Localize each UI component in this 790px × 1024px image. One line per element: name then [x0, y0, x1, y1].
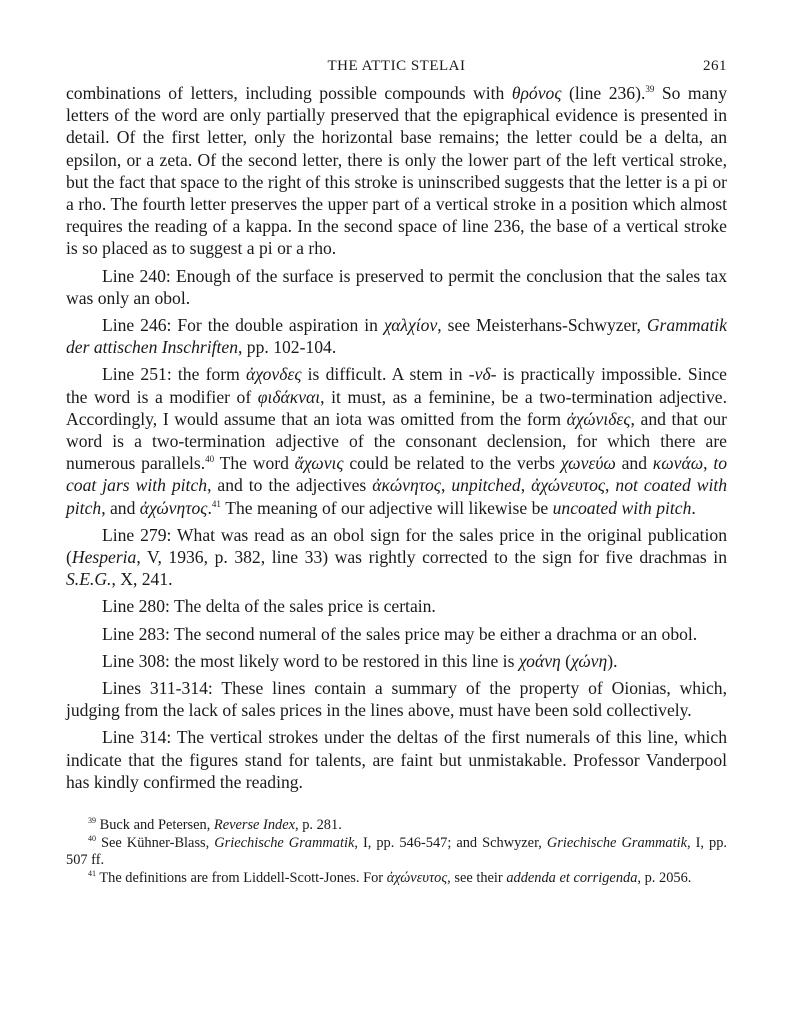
- footnote-number: 41: [88, 868, 96, 878]
- text-run: The meaning of our adjective will likewise be: [220, 497, 553, 518]
- text-run: ,: [703, 453, 714, 474]
- text-run: Line 279: What was read as an obol sign for the sales price in the original publication (: [66, 524, 727, 568]
- greek-word: θρόνος: [511, 83, 562, 103]
- text-run: , X, 241.: [111, 569, 173, 590]
- footnote-ref: 40: [205, 454, 215, 465]
- footnote: [66, 817, 727, 835]
- text-run: ).: [607, 650, 618, 671]
- text-run: , I, pp. 546-547; and Schwyzer,: [354, 834, 547, 851]
- italic-gloss: unpitched: [451, 475, 521, 496]
- text-run: , p. 281.: [295, 817, 342, 834]
- greek-word: ἀχώνιδες: [566, 408, 631, 429]
- footnote-ref: 39: [645, 84, 655, 95]
- paragraph: [66, 314, 727, 358]
- italic-title: addenda et corrigenda: [506, 869, 638, 886]
- paragraph: Line 240: Enough of the surface is preserved to permit the conclusion that the sales tax was only an obol.: [66, 265, 727, 308]
- text-run: combinations of letters, including possible compounds with: [66, 83, 512, 103]
- greek-word: ἀχονδες: [246, 364, 302, 385]
- paragraph: [66, 650, 727, 672]
- paragraph: Line 283: The second numeral of the sales price may be either a drachma or an obol.: [102, 623, 698, 644]
- text-run: could be related to the verbs: [343, 453, 561, 474]
- page-number: 261: [703, 58, 727, 74]
- running-title: THE ATTIC STELAI: [327, 58, 466, 74]
- text-run: , it must, as a feminine, be a two-termination adjective. Accordingly, I would assume that an iota was omitted from the form: [66, 386, 727, 429]
- italic-gloss: uncoated with pitch: [552, 497, 692, 518]
- greek-word: χώνη: [571, 650, 608, 671]
- text-run: The definitions are from Liddell-Scott-Jones. For: [96, 869, 387, 886]
- greek-word: ἀκώνητος: [372, 475, 441, 496]
- text-run: - is practically impossible. Since the word is a modifier of: [66, 364, 727, 407]
- footnote: [66, 870, 727, 888]
- italic-title: Griechische Grammatik: [546, 834, 687, 851]
- text-run: , p. 2056.: [637, 869, 692, 886]
- paragraph: Line 314: The vertical strokes under the deltas of the first numerals of this line, which indicate that the figures stand for talents, are faint but unmistakable. Professor Vanderpool has kindly confirmed the reading.: [66, 727, 727, 792]
- paragraph: [66, 524, 727, 591]
- text-run: (: [560, 650, 572, 671]
- footnote-ref: 41: [211, 498, 221, 509]
- text-run: The word: [214, 453, 295, 474]
- paragraph: [66, 363, 727, 518]
- text-run: ,: [440, 475, 452, 496]
- italic-title: Grammatik der attischen Inschriften: [66, 315, 727, 358]
- footnote: [66, 835, 727, 870]
- italic-title: S.E.G.: [66, 569, 112, 590]
- text-run: , V, 1936, p. 382, line 33) was rightly corrected to the sign for five drachmas in: [136, 547, 727, 568]
- text-run: , I, pp. 507 ff.: [66, 834, 727, 869]
- text-run: ,: [605, 475, 616, 496]
- text-run: Line 246: For the double aspiration in: [102, 315, 384, 336]
- paragraph: [66, 82, 727, 260]
- greek-word: φιδάκναι: [257, 386, 321, 407]
- italic-title: Griechische Grammatik: [214, 834, 355, 851]
- footnote-number: 39: [88, 816, 96, 826]
- italic-title: Hesperia: [71, 547, 137, 568]
- text-run: , see their: [447, 869, 507, 886]
- italic-gloss: not coated with pitch: [66, 475, 728, 518]
- greek-word: νδ: [474, 364, 491, 385]
- text-run: Buck and Petersen,: [96, 817, 214, 834]
- italic-gloss: to coat jars with pitch: [66, 453, 727, 496]
- text-run: Line 308: the most likely word to be restored in this line is: [102, 650, 519, 671]
- text-run: , pp. 102-104.: [238, 337, 337, 358]
- greek-word: ἄχωνις: [294, 453, 344, 474]
- text-run: , see Meisterhans-Schwyzer,: [437, 315, 647, 336]
- text-run: ,: [520, 475, 532, 496]
- greek-word: ἀχώνευτος: [386, 869, 448, 886]
- text-run: , and: [101, 497, 140, 518]
- running-header: [66, 56, 727, 82]
- greek-word: κωνάω: [652, 453, 704, 474]
- text-run: See Kühner-Blass,: [96, 834, 215, 851]
- text-run: So many letters of the word are only partially preserved that the epigraphical evidence is presented in detail. Of the first letter, only the horizontal base remains; the letter could be a delta, an epsilon, or a zeta. Of the second letter, there is only the lower part of the left vertical stroke, but the fact that space to the right of this stroke is uninscribed suggests that the letter is a pi or a rho. The fourth letter preserves the upper part of a vertical stroke in a position which almost requires the reading of a kappa. In the second space of line 236, the base of a vertical stroke is so placed as to suggest a pi or a rho.: [66, 83, 727, 259]
- greek-word: ἀχώνητος: [139, 497, 208, 518]
- italic-title: Reverse Index: [213, 817, 296, 834]
- greek-word: χοάνη: [518, 650, 561, 671]
- paragraph: Line 280: The delta of the sales price is certain.: [102, 596, 436, 617]
- text-run: .: [691, 497, 696, 518]
- text-run: , and to the adjectives: [207, 475, 373, 496]
- greek-word: χωνεύω: [560, 453, 616, 474]
- page: [66, 56, 727, 887]
- body-text: [66, 82, 727, 793]
- text-run: .: [207, 497, 212, 518]
- text-run: and: [615, 453, 653, 474]
- greek-word: ἀχώνευτος: [531, 475, 606, 496]
- footnotes: [66, 817, 727, 887]
- greek-word: χαλχίον: [383, 315, 438, 336]
- paragraph: Lines 311-314: These lines contain a summary of the property of Oionias, which, judging from the lack of sales prices in the lines above, must have been sold collectively.: [66, 678, 727, 721]
- text-run: is difficult. A stem in -: [301, 364, 475, 385]
- footnote-number: 40: [88, 833, 96, 843]
- text-run: Line 251: the form: [102, 364, 246, 385]
- text-run: , and that our word is a two-termination adjective of the consonant declension, for which there are numerous parallels.: [66, 408, 727, 474]
- text-run: (line 236).: [561, 83, 646, 103]
